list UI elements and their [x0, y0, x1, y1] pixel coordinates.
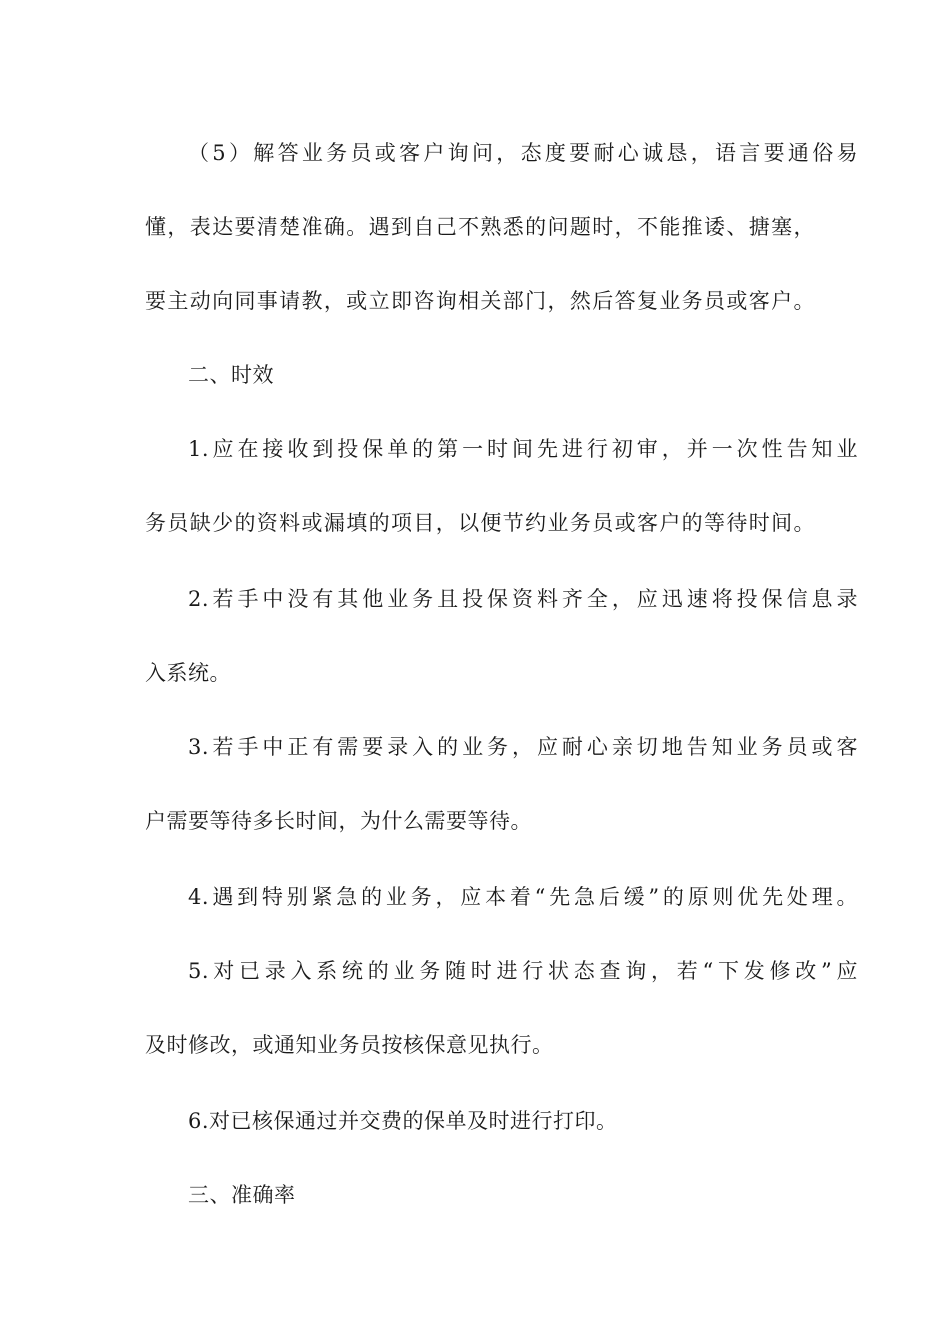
paragraph-line: 5.对已录入系统的业务随时进行状态查询，若“下发修改”应 [188, 959, 858, 983]
paragraph-line: 1.应在接收到投保单的第一时间先进行初审，并一次性告知业 [188, 437, 858, 461]
paragraph-line: （5）解答业务员或客户询问，态度要耐心诚恳，语言要通俗易 [188, 141, 858, 165]
paragraph-line: 3.若手中正有需要录入的业务，应耐心亲切地告知业务员或客 [188, 735, 858, 759]
paragraph-line: 及时修改，或通知业务员按核保意见执行。 [145, 1033, 554, 1057]
paragraph-line: 懂，表达要清楚准确。遇到自己不熟悉的问题时，不能推诿、搪塞， [145, 215, 815, 239]
paragraph-line: 务员缺少的资料或漏填的项目，以便节约业务员或客户的等待时间。 [145, 511, 815, 535]
section-heading: 三、准确率 [188, 1183, 296, 1207]
paragraph-line: 要主动向同事请教，或立即咨询相关部门，然后答复业务员或客户。 [145, 289, 815, 313]
paragraph-line: 入系统。 [145, 661, 231, 685]
paragraph-line: 户需要等待多长时间，为什么需要等待。 [145, 809, 532, 833]
paragraph-line: 6.对已核保通过并交费的保单及时进行打印。 [188, 1109, 618, 1133]
section-heading: 二、时效 [188, 363, 274, 387]
paragraph-line: 4.遇到特别紧急的业务，应本着“先急后缓”的原则优先处理。 [188, 885, 858, 909]
paragraph-line: 2.若手中没有其他业务且投保资料齐全，应迅速将投保信息录 [188, 587, 858, 611]
